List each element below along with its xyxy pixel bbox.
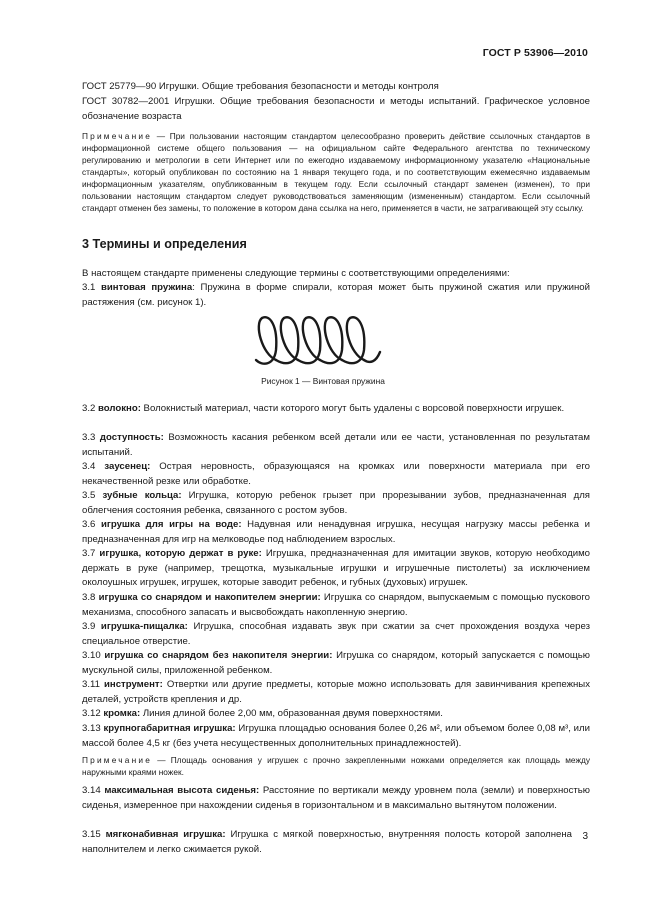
term-name: заусенец: (104, 461, 151, 472)
term-name: игрушка со снарядом и накопителем энергии: (98, 592, 321, 603)
section-title: 3 Термины и определения (82, 237, 247, 251)
term-definition: Расстояние по вертикали между уровнем пола (земли) и поверхностью сиденья, измеренное при нахождении сиденья в горизонтальном и в максимально вытянутом положении. (82, 785, 590, 811)
term-definition: Игрушка с мягкой поверхностью, внутренняя полость которой заполнена наполнителем и легко сжимается рукой. (82, 829, 572, 855)
term-3-11 (82, 678, 590, 707)
term-3-9 (82, 620, 590, 649)
page-number: 3 (582, 831, 588, 842)
term-number: 3.11 (82, 679, 100, 690)
term-number: 3.6 (82, 519, 96, 530)
term-number: 3.7 (82, 548, 96, 559)
term-definition: Игрушка, которую ребенок грызет при прорезывании зубов, предназначенная для облегчения состояния ребенка, связанного с ростом зубов. (82, 490, 590, 516)
term-name: игрушка со снарядом без накопителя энергии: (104, 650, 333, 661)
term-number: 3.3 (82, 432, 96, 443)
ref-gost-25779: ГОСТ 25779—90 Игрушки. Общие требования безопасности и методы контроля (82, 81, 439, 92)
term-number: 3.12 (82, 708, 101, 719)
note-area-legs (82, 754, 590, 778)
term-3-8 (82, 591, 590, 620)
section-intro: В настоящем стандарте применены следующие термины с соответствующими определениями: (82, 268, 510, 279)
term-number: 3.15 (82, 829, 101, 840)
term-number: 3.2 (82, 403, 96, 414)
term-name: волокно: (98, 403, 141, 414)
term-name: крупногабаритная игрушка: (103, 723, 236, 734)
ref-gost-30782: ГОСТ 30782—2001 Игрушки. Общие требования безопасности и методы испытаний. Графическое условное обозначение возраста (82, 96, 590, 122)
term-3-5 (82, 489, 590, 518)
term-3-14 (82, 784, 590, 813)
term-definition: Возможность касания ребенком всей детали или ее части, установленная по результатам испытаний. (82, 432, 590, 458)
term-number: 3.4 (82, 461, 96, 472)
term-name: игрушка для игры на воде: (100, 519, 242, 530)
term-number: 3.8 (82, 592, 96, 603)
term-name: винтовая пружина (101, 282, 193, 293)
helical-spring-figure (252, 306, 384, 374)
term-number: 3.1 (82, 282, 96, 293)
figure-caption: Рисунок 1 — Винтовая пружина (261, 376, 385, 386)
term-name: инструмент: (104, 679, 163, 690)
term-definition: Линия длиной более 2,00 мм, образованная двумя поверхностями. (140, 708, 443, 719)
term-3-12 (82, 707, 590, 722)
term-3-3 (82, 431, 590, 460)
term-3-2 (82, 402, 590, 417)
term-3-10 (82, 649, 590, 678)
term-number: 3.14 (82, 785, 101, 796)
term-definition: Отвертки или другие предметы, которые можно использовать для завинчивания крепежных деталей, устройств крепления и др. (82, 679, 590, 705)
term-definition: Игрушка площадью основания более 0,26 м², или объемом более 0,08 м³, или массой более 4,5 кг (без учета несущественных дополнительных принадлежностей). (82, 723, 590, 749)
term-number: 3.9 (82, 621, 96, 632)
term-number: 3.13 (82, 723, 101, 734)
note-text: — Площадь основания у игрушек с прочно закрепленными ножками определяется как площадь между наружными краями ножек. (82, 755, 590, 777)
term-name: максимальная высота сиденья: (104, 785, 260, 796)
term-definition: Волокнистый материал, части которого могут быть удалены с ворсовой поверхности игрушек. (140, 403, 565, 414)
note-text: — При пользовании настоящим стандартом целесообразно проверить действие ссылочных стандартов в информационной системе общего пользования — на официальном сайте Федерального агентства по техническому регулированию и метрологии в сети Интернет или по ежегодно издаваемому информационному указателю «Национальные стандарты», который опубликован по состоянию на 1 января текущего года, и по соответствующим ежемесячно издаваемым информационным указателям, опубликованным в текущем году. Если ссылочный стандарт заменен (изменен), то при пользовании настоящим стандартом следует руководствоваться заменяющим (измененным) стандартом. Если ссылочный стандарт отменен без замены, то положение в котором дана ссылка на него, применяется в части, не затрагивающей эту ссылку. (82, 131, 590, 213)
note-label: Примечание (82, 755, 153, 765)
term-3-7 (82, 547, 590, 591)
term-definition: Игрушка со снарядом, выпускаемым с помощью пускового механизма, способного запасать и высвобождать накопленную энергию. (82, 592, 590, 618)
term-name: доступность: (99, 432, 164, 443)
note-label: Примечание (82, 131, 153, 141)
term-name: кромка: (103, 708, 141, 719)
term-definition: Игрушка со снарядом, который запускается с помощью мускульной силы, приложенной ребенком. (82, 650, 590, 676)
term-name: мягконабивная игрушка: (105, 829, 226, 840)
term-definition: Игрушка, способная издавать звук при сжатии за счет прохождения воздуха через специальное отверстие. (82, 621, 590, 647)
term-name: игрушка-пищалка: (100, 621, 188, 632)
standard-header: ГОСТ Р 53906—2010 (482, 47, 588, 59)
term-number: 3.5 (82, 490, 96, 501)
term-definition: : Пружина в форме спирали, которая может быть пружиной сжатия или пружиной растяжения (см. рисунок 1). (82, 282, 590, 308)
term-3-6 (82, 518, 590, 547)
term-definition: Острая неровность, образующаяся на кромках или поверхности материала при его некачественной резке или обработке. (82, 461, 590, 487)
term-number: 3.10 (82, 650, 101, 661)
term-3-15 (82, 828, 572, 857)
note-references (82, 130, 590, 214)
term-definition: Игрушка, предназначенная для имитации звуков, которую необходимо держать в руке (например, трещотка, музыкальные игрушки и игрушечные пистолеты) за исключением околоушных игрушек, игрушек, которые заводит ребенок, и губных (духовых) игрушек. (82, 548, 591, 589)
term-3-13 (82, 722, 590, 751)
term-definition: Надувная или ненадувная игрушка, несущая нагрузку массы ребенка и предназначенная для игр на мелководье под наблюдением взрослых. (82, 519, 590, 545)
term-3-4 (82, 460, 590, 489)
term-name: зубные кольца: (102, 490, 182, 501)
term-name: игрушка, которую держат в руке: (99, 548, 262, 559)
